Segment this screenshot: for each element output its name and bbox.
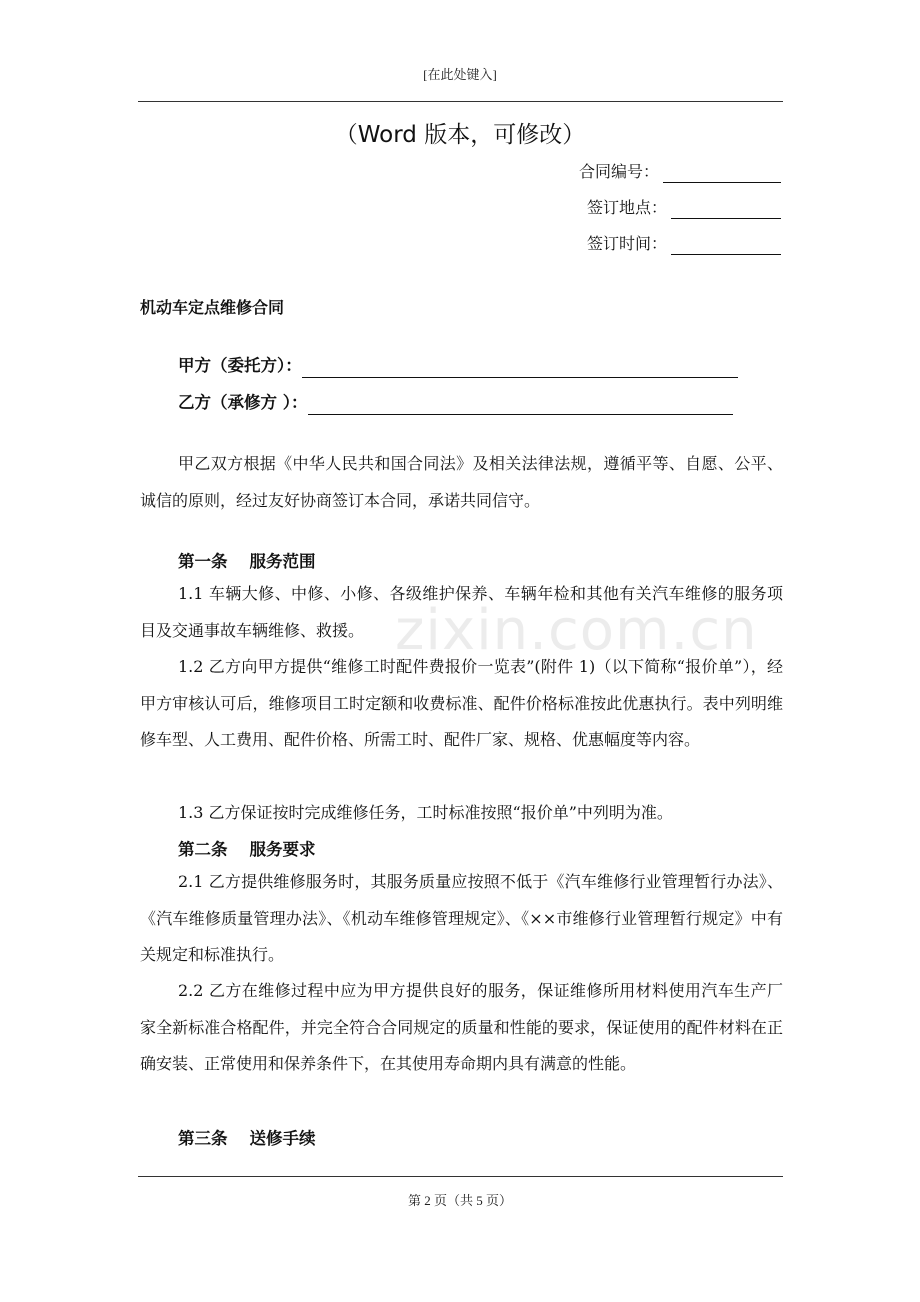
contract-name: 机动车定点维修合同 (140, 298, 285, 317)
clause-1-3: 1.3 乙方保证按时完成维修任务，工时标准按照“报价单”中列明为准。 (178, 803, 673, 822)
section-1-heading (178, 548, 316, 572)
sign-place-blank[interactable] (671, 200, 781, 219)
section-1-title: 服务范围 (249, 552, 316, 571)
page-footer: 第 2 页（共 5 页） (407, 1193, 512, 1208)
sign-time-blank[interactable] (671, 236, 781, 255)
clause-2-2: 2.2 乙方在维修过程中应为甲方提供良好的服务，保证维修所用材料使用汽车生产厂家全新标准合格配件，并完全符合合同规定的质量和性能的要求，保证使用的配件材料在正确安装、正常使用和保养条件下，在其使用寿命期内具有满意的性能。 (140, 981, 783, 1073)
party-b-blank[interactable] (308, 394, 733, 415)
footer-rule (138, 1176, 783, 1177)
section-3-heading (178, 1125, 316, 1149)
party-b-label: 乙方（承修方 ）： (178, 393, 308, 412)
sign-time-field (587, 233, 781, 255)
party-a-blank[interactable] (302, 357, 738, 378)
page-header-placeholder[interactable]: [在此处键入] (423, 67, 497, 82)
clause-1-2: 1.2 乙方向甲方提供“维修工时配件费报价一览表”(附件 1)（以下简称“报价单”），经甲方审核认可后，维修项目工时定额和收费标准、配件价格标准按此优惠执行。表中列明维修车型、人工费用、配件价格、所需工时、配件厂家、规格、优惠幅度等内容。 (140, 657, 783, 749)
contract-number-field (579, 161, 781, 183)
section-3-number: 第三条 (178, 1129, 228, 1148)
header-rule (138, 101, 783, 102)
section-2-heading (178, 836, 316, 860)
section-3-title: 送修手续 (249, 1129, 316, 1148)
contract-number-blank[interactable] (663, 164, 781, 183)
section-2-title: 服务要求 (249, 840, 316, 859)
contract-number-label: 合同编号： (578, 162, 659, 181)
sign-place-field (587, 197, 781, 219)
sign-time-label: 签订时间： (586, 234, 667, 253)
party-b-field (178, 391, 733, 415)
party-a-label: 甲方（委托方）： (178, 356, 302, 375)
clause-2-1: 2.1 乙方提供维修服务时，其服务质量应按照不低于《汽车维修行业管理暂行办法》、《汽车维修质量管理办法》、《机动车维修管理规定》、《××市维修行业管理暂行规定》中有关规定和标准执行。 (140, 872, 783, 964)
section-1-number: 第一条 (178, 552, 228, 571)
clause-1-1: 1.1 车辆大修、中修、小修、各级维护保养、车辆年检和其他有关汽车维修的服务项目及交通事故车辆维修、救援。 (140, 584, 783, 640)
document-title: （Word 版本，可修改） (334, 122, 586, 148)
section-2-number: 第二条 (178, 840, 228, 859)
sign-place-label: 签订地点： (586, 198, 667, 217)
intro-paragraph: 甲乙双方根据《中华人民共和国合同法》及相关法律法规，遵循平等、自愿、公平、诚信的原则，经过友好协商签订本合同，承诺共同信守。 (140, 454, 783, 510)
party-a-field (178, 354, 738, 378)
watermark: zixin.com.cn (395, 598, 758, 663)
